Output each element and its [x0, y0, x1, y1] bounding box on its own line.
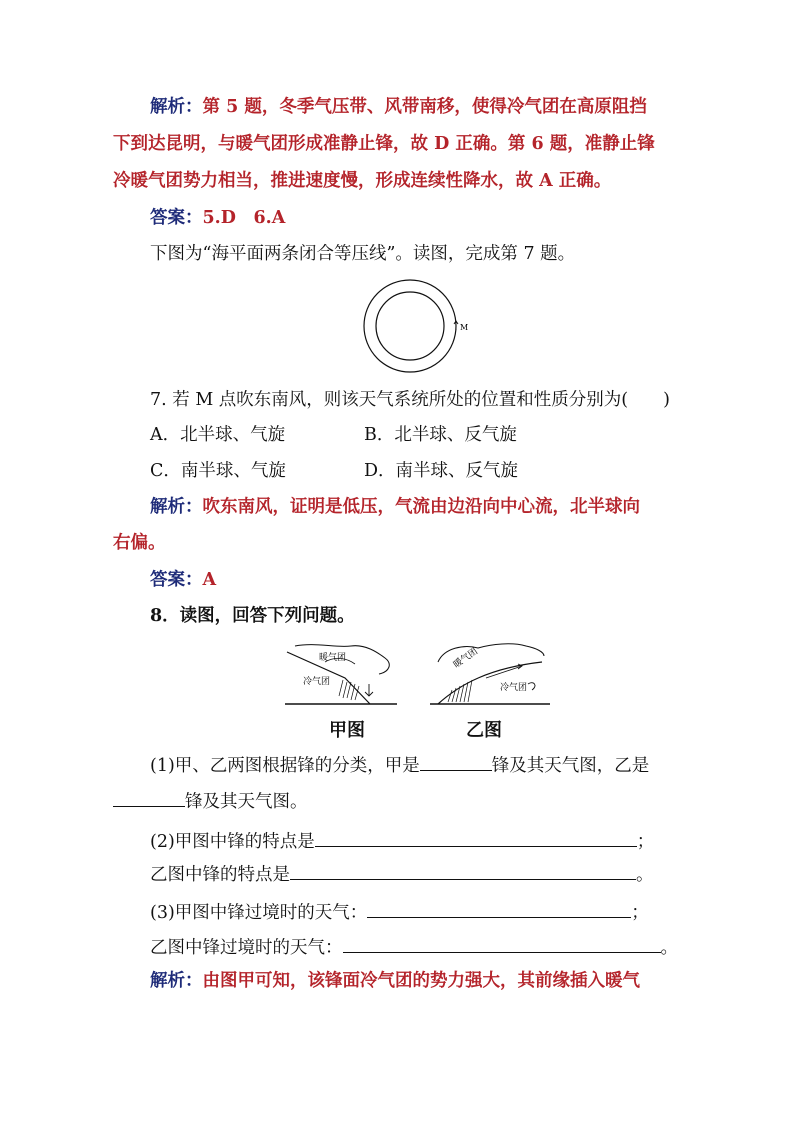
q8-part3-line2: 乙图中锋过境时的天气： 。 — [150, 935, 678, 959]
analysis-5-6-line-3: 冷暖气团势力相当，推进速度慢，形成连续性降水，故 A 正确。 — [113, 171, 612, 191]
option-c: C．南半球、气旋 — [150, 461, 286, 481]
cold-air-label: 冷气团 — [500, 683, 528, 693]
q8-part3-line1: (3)甲图中锋过境时的天气： ； — [150, 900, 649, 924]
question-7-stem: 7. 若 M 点吹东南风，则该天气系统所处的位置和性质分别为( ) — [150, 390, 670, 410]
figure-yi-caption: 乙图 — [466, 720, 502, 741]
figure-yi — [430, 638, 550, 708]
wind-arrow-icon — [454, 321, 458, 330]
option-a: A．北半球、气旋 — [150, 425, 286, 445]
option-d: D．南半球、反气旋 — [364, 461, 519, 481]
answer-blank[interactable] — [315, 829, 637, 847]
outer-isobar — [364, 280, 456, 372]
isobar-figure — [360, 278, 470, 376]
question-8-stem: 8．读图，回答下列问题。 — [150, 606, 355, 626]
q8-part1-line2: 锋及其天气图。 — [113, 789, 308, 813]
analysis-5-6-line-1: 解析：第 5 题，冬季气压带、风带南移，使得冷气团在高原阻挡 — [150, 97, 647, 117]
analysis-8-line-1: 解析：由图甲可知，该锋面冷气团的势力强大，其前缘插入暖气 — [150, 971, 640, 991]
figure-jia-caption: 甲图 — [329, 720, 365, 741]
warm-air-label: 暖气团 — [319, 653, 347, 663]
answer-blank[interactable] — [113, 789, 185, 807]
answer-5-6: 答案：5.D 6.A — [150, 208, 286, 228]
analysis-5-6-line-2: 下到达昆明，与暖气团形成准静止锋，故 D 正确。第 6 题，准静止锋 — [113, 134, 655, 154]
answer-blank[interactable] — [343, 935, 661, 953]
answer-7: 答案：A — [150, 570, 217, 590]
q8-part1-line1: (1)甲、乙两图根据锋的分类，甲是 锋及其天气图，乙是 — [150, 753, 649, 777]
warm-air-label: 暖气团 — [451, 646, 480, 671]
cold-air-label: 冷气团 — [303, 677, 331, 687]
q8-part2-line2: 乙图中锋的特点是 。 — [150, 862, 654, 886]
analysis-label: 解析： — [150, 97, 203, 117]
answer-blank[interactable] — [420, 753, 492, 771]
inner-isobar — [376, 292, 444, 360]
answer-blank[interactable] — [367, 900, 631, 918]
arrow-icon — [365, 684, 373, 696]
analysis-7-line-2: 右偏。 — [113, 533, 166, 553]
option-b: B．北半球、反气旋 — [364, 425, 517, 445]
q8-part2-line1: (2)甲图中锋的特点是 ； — [150, 829, 654, 853]
question-7-intro: 下图为“海平面两条闭合等压线”。读图，完成第 7 题。 — [150, 244, 576, 264]
point-m-label: M — [460, 323, 469, 332]
figure-jia — [285, 638, 397, 708]
analysis-7-line-1: 解析：吹东南风，证明是低压，气流由边沿向中心流，北半球向 — [150, 497, 640, 517]
answer-blank[interactable] — [290, 862, 636, 880]
cloud-outline — [438, 644, 544, 662]
